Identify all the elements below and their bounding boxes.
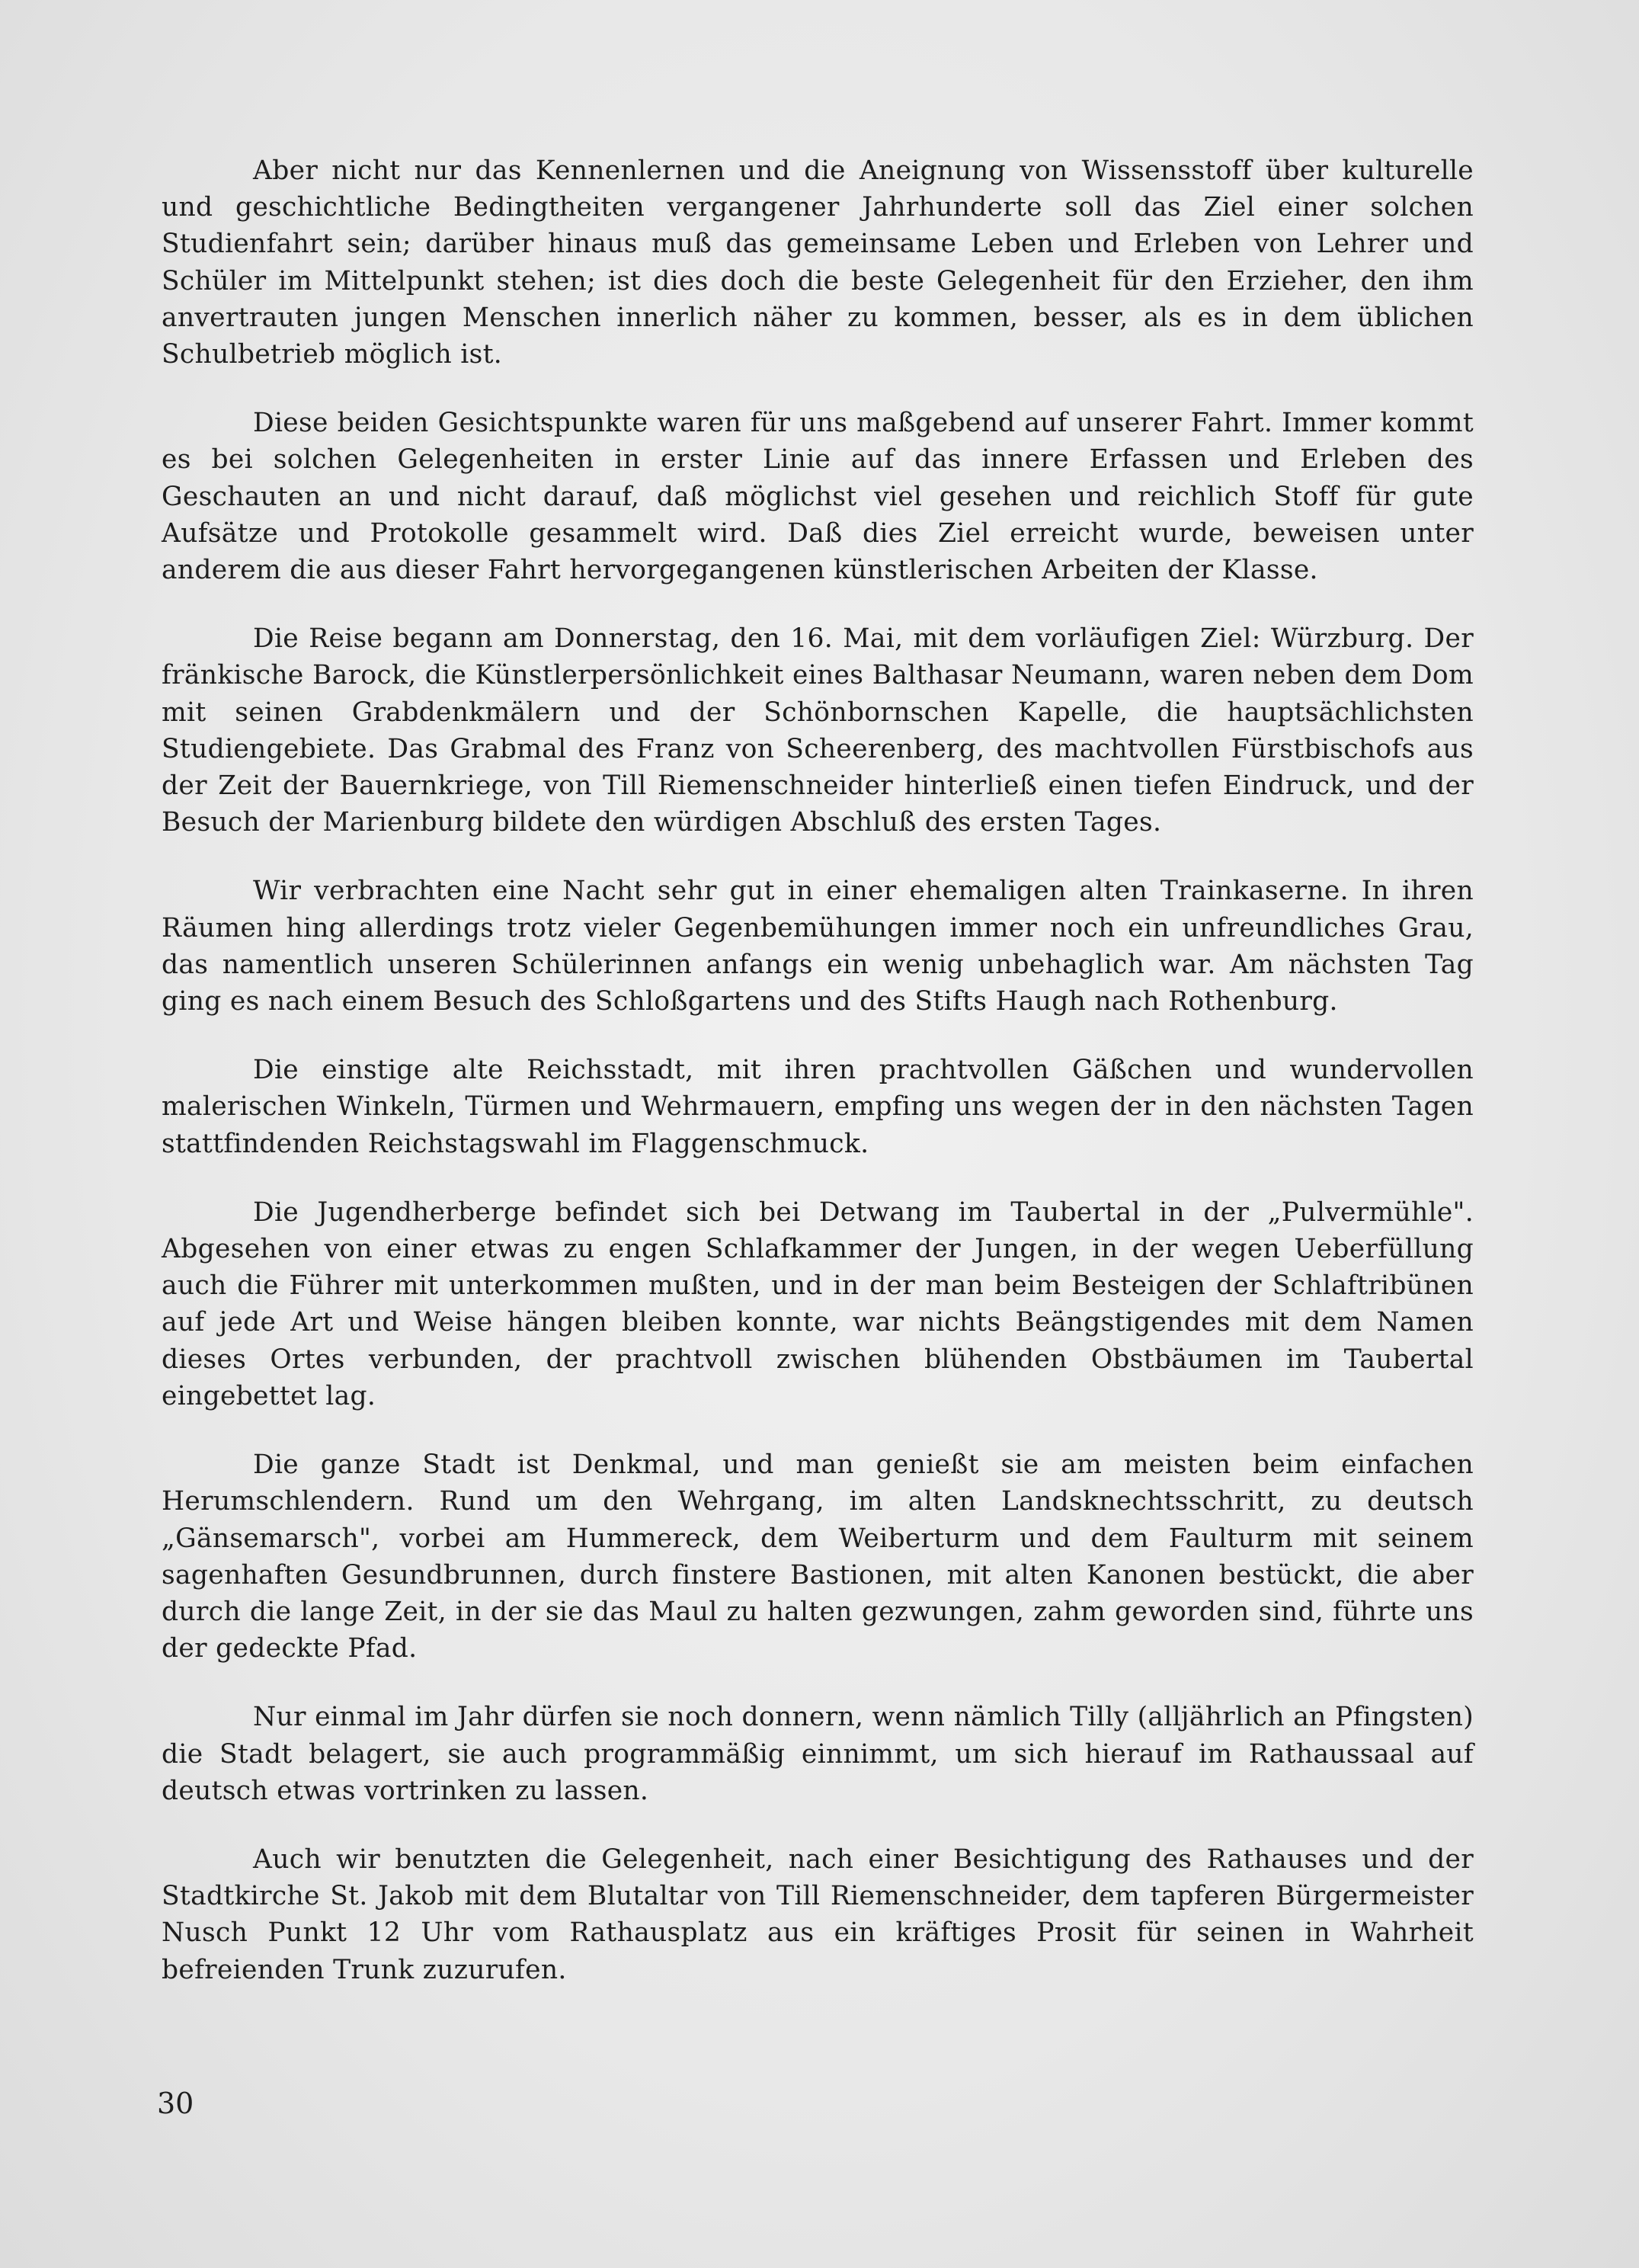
- paragraph-2: Diese beiden Gesichtspunkte waren für uns maßgebend auf unserer Fahrt. Immer kommt es bei solchen Gelegenheiten in erster Linie auf das innere Erfassen und Erleben des Geschauten an und nicht darauf, daß möglichst viel gesehen und reichlich Stoff für gute Aufsätze und Protokolle gesammelt wird. Daß dies Ziel erreicht wurde, beweisen unter anderem die aus dieser Fahrt hervorgegangenen künstlerischen Arbeiten der Klasse.: [162, 408, 1474, 586]
- paragraph-7: Die ganze Stadt ist Denkmal, und man genießt sie am meisten beim einfachen Herumschlendern. Rund um den Wehrgang, im alten Landsknechtsschritt, zu deutsch „Gänsemarsch", vorbei am Hummereck, dem Weiberturm und dem Faulturm mit seinem sagenhaften Gesundbrunnen, durch finstere Bastionen, mit alten Kanonen bestückt, die aber durch die lange Zeit, in der sie das Maul zu halten gezwungen, zahm geworden sind, führte uns der gedeckte Pfad.: [162, 1450, 1474, 1664]
- paragraph-4: Wir verbrachten eine Nacht sehr gut in einer ehemaligen alten Trainkaserne. In ihren Räumen hing allerdings trotz vieler Gegenbemühungen immer noch ein unfreundliches Grau, das namentlich unseren Schülerinnen anfangs ein wenig unbehaglich war. Am nächsten Tag ging es nach einem Besuch des Schloßgartens und des Stifts Haugh nach Rothenburg.: [162, 876, 1474, 1017]
- paragraph-1: Aber nicht nur das Kennenlernen und die Aneignung von Wissensstoff über kulturelle und geschichtliche Bedingtheiten vergangener Jahrhunderte soll das Ziel einer solchen Studienfahrt sein; darüber hinaus muß das gemeinsame Leben und Erleben von Lehrer und Schüler im Mittelpunkt stehen; ist dies doch die beste Gelegenheit für den Erzieher, den ihm anvertrauten jungen Menschen innerlich näher zu kommen, besser, als es in dem üblichen Schulbetrieb möglich ist.: [162, 155, 1474, 370]
- paragraph-9: Auch wir benutzten die Gelegenheit, nach einer Besichtigung des Rathauses und der Stadtkirche St. Jakob mit dem Blutaltar von Till Riemenschneider, dem tapferen Bürgermeister Nusch Punkt 12 Uhr vom Rathausplatz aus ein kräftiges Prosit für seinen in Wahrheit befreienden Trunk zuzurufen.: [162, 1844, 1474, 1985]
- paragraph-6: Die Jugendherberge befindet sich bei Detwang im Taubertal in der „Pulvermühle". Abgesehen von einer etwas zu engen Schlafkammer der Jungen, in der wegen Ueberfüllung auch die Führer mit unterkommen mußten, und in der man beim Besteigen der Schlaftribünen auf jede Art und Weise hängen bleiben konnte, war nichts Beängstigendes mit dem Namen dieses Ortes verbunden, der prachtvoll zwischen blühenden Obstbäumen im Taubertal eingebettet lag.: [162, 1196, 1474, 1411]
- paragraph-3: Die Reise begann am Donnerstag, den 16. Mai, mit dem vorläufigen Ziel: Würzburg. Der fränkische Barock, die Künstlerpersönlichkeit eines Balthasar Neumann, waren neben dem Dom mit seinen Grabdenkmälern und der Schönbornschen Kapelle, die hauptsächlichsten Studiengebiete. Das Grabmal des Franz von Scheerenberg, des machtvollen Fürstbischofs aus der Zeit der Bauernkriege, von Till Riemenschneider hinterließ einen tiefen Eindruck, und der Besuch der Marienburg bildete den würdigen Abschluß des ersten Tages.: [162, 623, 1474, 838]
- paragraph-5: Die einstige alte Reichsstadt, mit ihren prachtvollen Gäßchen und wundervollen malerischen Winkeln, Türmen und Wehrmauern, empfing uns wegen der in den nächsten Tagen stattfindenden Reichstagswahl im Flaggenschmuck.: [162, 1055, 1474, 1159]
- body-text: [162, 152, 1474, 1988]
- page-number: 30: [157, 2087, 194, 2120]
- paragraph-8: Nur einmal im Jahr dürfen sie noch donnern, wenn nämlich Tilly (alljährlich an Pfingsten) die Stadt belagert, sie auch programmäßig einnimmt, um sich hierauf im Rathaussaal auf deutsch etwas vortrinken zu lassen.: [162, 1702, 1474, 1806]
